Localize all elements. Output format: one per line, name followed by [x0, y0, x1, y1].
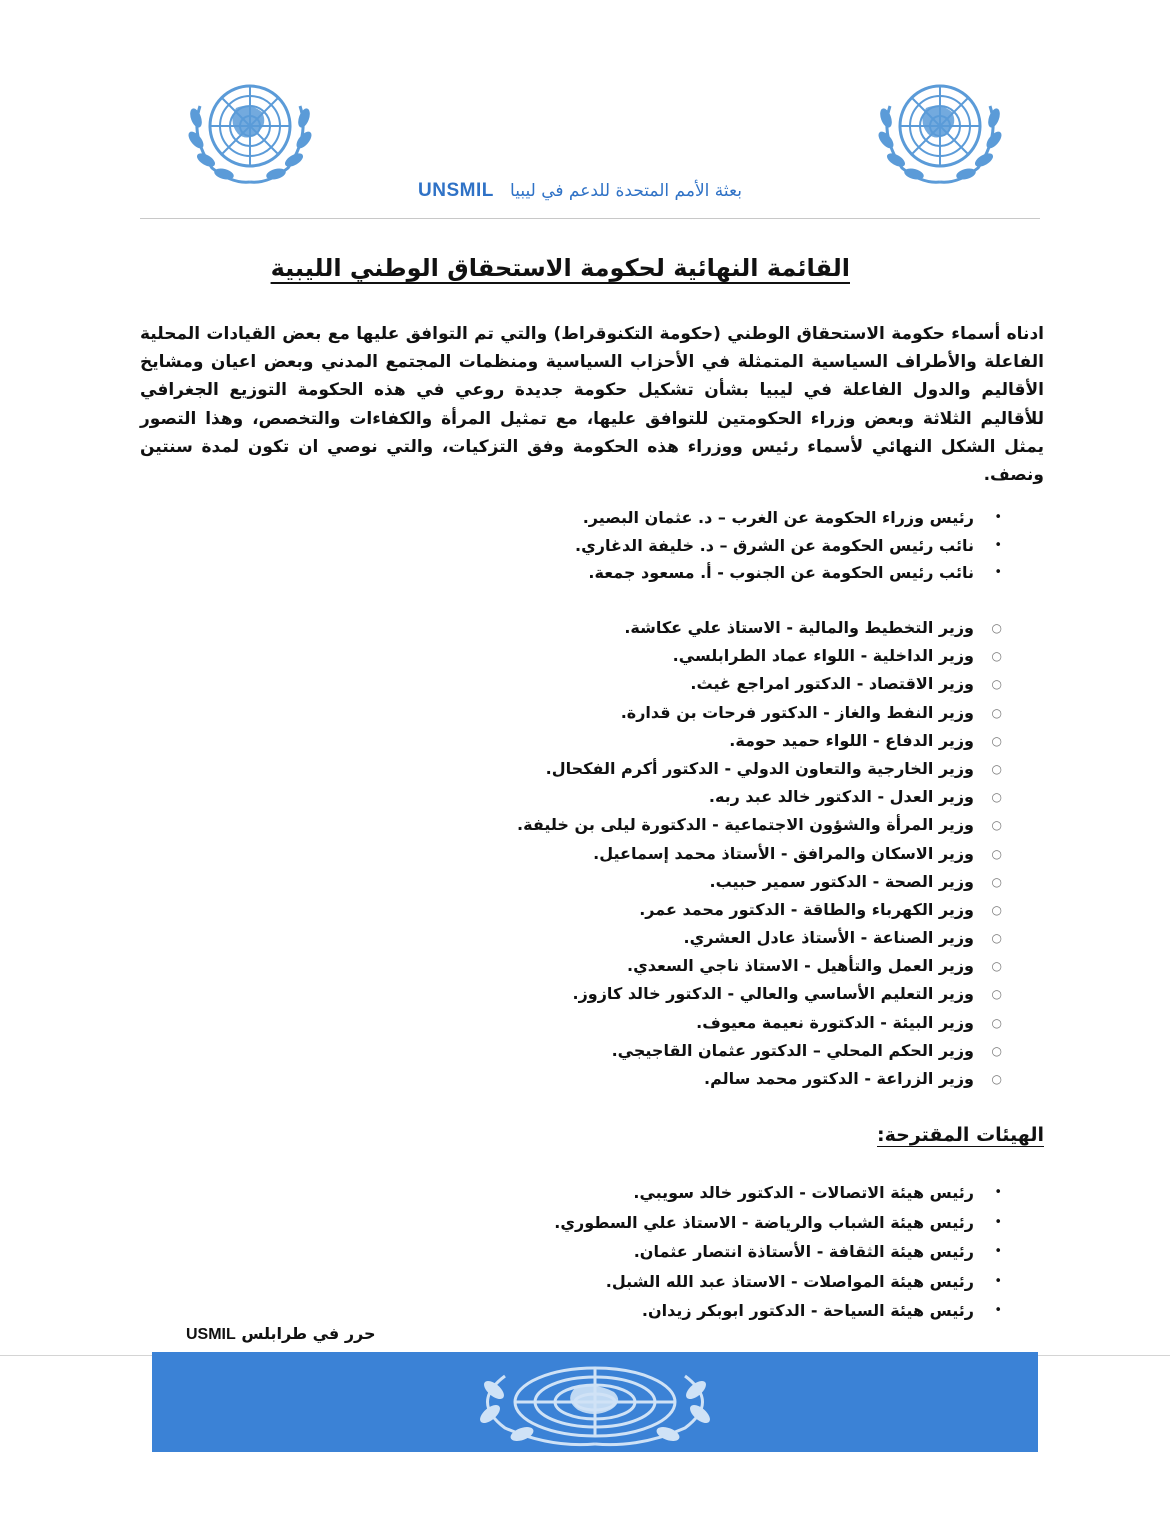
bullet-mark: ○: [991, 846, 1002, 861]
document-title: القائمة النهائية لحكومة الاستحقاق الوطني الليبية: [270, 254, 850, 282]
bullet-mark: •: [994, 1273, 1002, 1289]
mission-header: [380, 180, 780, 202]
bullet-mark: ○: [991, 649, 1002, 664]
bullet-mark: ○: [991, 1015, 1002, 1030]
list-item: [517, 840, 1002, 868]
un-emblem-icon: [410, 1356, 780, 1448]
list-item: [517, 896, 1002, 924]
bullet-mark: •: [994, 1214, 1002, 1230]
signoff-text: حرر في طرابلس: [241, 1324, 376, 1343]
list-item-text: وزير الدفاع - اللواء حميد حومة.: [729, 730, 974, 750]
list-item: [517, 699, 1002, 727]
bodies-heading: الهيئات المقترحة:: [877, 1124, 1044, 1146]
list-item-text: وزير الزراعة - الدكتور محمد سالم.: [704, 1069, 974, 1088]
bullet-mark: •: [994, 565, 1002, 580]
list-item: [575, 504, 1002, 532]
list-item-text: وزير الخارجية والتعاون الدولي - الدكتور أكرم الفكحال.: [545, 758, 974, 778]
list-item: [517, 952, 1002, 980]
list-item: [517, 614, 1002, 642]
un-emblem-icon: [176, 66, 324, 196]
list-item-text: وزير الصناعة - الأستاذ عادل العشري.: [683, 928, 974, 948]
list-item: [517, 727, 1002, 755]
list-item-text: وزير الصحة - الدكتور سمير حبيب.: [709, 871, 974, 891]
bullet-mark: •: [994, 537, 1002, 553]
mission-acronym: UNSMIL: [418, 180, 494, 201]
bullet-mark: •: [994, 1303, 1002, 1318]
bullet-mark: ○: [991, 733, 1002, 748]
bullet-mark: •: [994, 510, 1002, 525]
list-item-text: نائب رئيس الحكومة عن الجنوب - أ. مسعود جمعة.: [588, 563, 974, 582]
list-item: [575, 532, 1002, 560]
ministers-list: [517, 614, 1002, 1093]
list-item: [554, 1237, 1002, 1267]
bullet-mark: ○: [991, 1043, 1002, 1058]
bullet-mark: ○: [991, 931, 1002, 946]
list-item: [517, 1009, 1002, 1037]
list-item-text: وزير البيئة - الدكتورة نعيمة معيوف.: [696, 1012, 974, 1032]
list-item-text: وزير المرأة والشؤون الاجتماعية - الدكتورة ليلى بن خليفة.: [517, 815, 974, 835]
bullet-mark: ○: [991, 790, 1002, 805]
list-item-text: وزير الحكم المحلي – الدكتور عثمان القاجيجي.: [611, 1040, 974, 1060]
bullet-mark: ○: [991, 621, 1002, 635]
bullet-mark: ○: [991, 902, 1002, 917]
bullet-mark: ○: [991, 761, 1002, 776]
list-item-text: وزير الاقتصاد - الدكتور امراجع غيث.: [690, 674, 974, 694]
list-item: [554, 1267, 1002, 1297]
leaders-list: [575, 504, 1002, 587]
list-item: [517, 868, 1002, 896]
list-item-text: وزير الاسكان والمرافق - الأستاذ محمد إسماعيل.: [593, 843, 974, 863]
list-item-text: رئيس هيئة الاتصالات - الدكتور خالد سويبي.: [633, 1183, 974, 1202]
signoff-acronym: USMIL: [186, 1326, 236, 1343]
list-item-text: وزير العدل - الدكتور خالد عبد ربه.: [708, 787, 974, 807]
list-item-text: وزير الداخلية - اللواء عماد الطرابلسي.: [672, 646, 974, 666]
list-item: [517, 811, 1002, 839]
list-item-text: نائب رئيس الحكومة عن الشرق – د. خليفة الدغاري.: [575, 535, 974, 555]
list-item: [517, 783, 1002, 811]
list-item-text: رئيس هيئة المواصلات - الاستاذ عبد الله الشبل.: [605, 1271, 974, 1291]
list-item: [517, 1037, 1002, 1065]
bullet-mark: ○: [991, 959, 1002, 974]
list-item-text: رئيس هيئة الثقافة - الأستاذة انتصار عثمان.: [633, 1242, 974, 1261]
mission-name: بعثة الأمم المتحدة للدعم في ليبيا: [510, 181, 742, 201]
bodies-list: [554, 1178, 1002, 1326]
bullet-mark: ○: [991, 1072, 1002, 1086]
list-item: [517, 755, 1002, 783]
list-item: [554, 1178, 1002, 1208]
list-item: [517, 1065, 1002, 1093]
list-item-text: وزير الكهرباء والطاقة - الدكتور محمد عمر.: [639, 899, 974, 919]
intro-paragraph: ادناه أسماء حكومة الاستحقاق الوطني (حكومة التكنوقراط) والتي تم التوافق عليها مع بعض القيادات المحلية الفاعلة والأطراف السياسية المتمثلة في الأحزاب السياسية ومنظمات المجتمع المدني وبعض اعيان ومشايخ الأقاليم والدول الفاعلة في ليبيا بشأن تشكيل حكومة جديدة روعي في هذه الحكومة التوزيع الجغرافي للأقاليم الثلاثة وبعض وزراء الحكومتين للتوافق عليها، مع تمثيل المرأة والكفاءات والتخصص، وهذا التصور يمثل الشكل النهائي لأسماء رئيس ووزراء هذه الحكومة وفق التزكيات، والتي نوصي ان تكون لمدة سنتين ونصف.: [140, 324, 1044, 486]
bullet-mark: ○: [991, 987, 1002, 1002]
list-item-text: وزير التخطيط والمالية - الاستاذ علي عكاشة.: [624, 618, 974, 637]
bullet-mark: ○: [991, 818, 1002, 833]
list-item: [575, 559, 1002, 587]
bullet-mark: ○: [991, 677, 1002, 692]
signoff: [186, 1324, 376, 1344]
list-item-text: رئيس وزراء الحكومة عن الغرب – د. عثمان البصير.: [582, 508, 974, 527]
list-item: [517, 924, 1002, 952]
un-emblem-icon: [866, 66, 1014, 196]
list-item: [517, 642, 1002, 670]
list-item-text: وزير العمل والتأهيل - الاستاذ ناجي السعدي.: [627, 956, 974, 976]
list-item: [554, 1296, 1002, 1326]
bullet-mark: ○: [991, 874, 1002, 889]
list-item-text: وزير التعليم الأساسي والعالي - الدكتور خالد كازوز.: [572, 984, 974, 1004]
footer-banner: [152, 1352, 1038, 1452]
bullet-mark: •: [994, 1185, 1002, 1200]
list-item-text: رئيس هيئة الشباب والرياضة - الاستاذ علي السطوري.: [554, 1212, 974, 1232]
list-item: [517, 670, 1002, 698]
list-item: [554, 1208, 1002, 1238]
list-item-text: رئيس هيئة السياحة - الدكتور ابوبكر زيدان.: [641, 1301, 974, 1320]
bullet-mark: ○: [991, 705, 1002, 720]
list-item: [517, 980, 1002, 1008]
list-item-text: وزير النفط والغاز - الدكتور فرحات بن قدارة.: [620, 702, 974, 722]
bullet-mark: •: [994, 1244, 1002, 1259]
header-divider: [140, 218, 1040, 219]
